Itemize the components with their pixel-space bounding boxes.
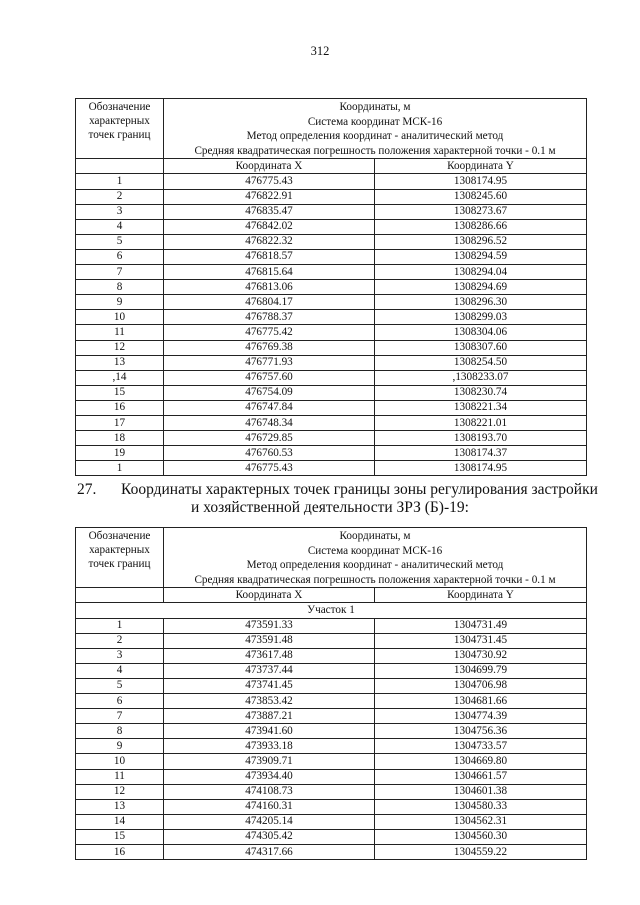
table-row <box>76 618 587 633</box>
coordinate-x-cell: 476822.32 <box>164 234 375 249</box>
empty-cell <box>76 159 164 174</box>
coordinate-y-cell: 1308230.74 <box>375 385 587 400</box>
column-y-header: Координата Y <box>375 159 587 174</box>
point-number-cell: 12 <box>76 784 164 799</box>
point-number-cell: 11 <box>76 325 164 340</box>
empty-cell <box>76 588 164 603</box>
column-header-row <box>76 588 587 603</box>
table-row <box>76 754 587 769</box>
coordinate-x-cell: 473617.48 <box>164 648 375 663</box>
coordinate-x-cell: 473887.21 <box>164 709 375 724</box>
point-number-cell: 7 <box>76 265 164 280</box>
coordinate-y-cell: 1308296.52 <box>375 234 587 249</box>
table-row <box>76 769 587 784</box>
point-number-cell: 5 <box>76 234 164 249</box>
section-title-line-2: и хозяйственной деятельности ЗРЗ (Б)-19: <box>191 499 469 516</box>
coordinate-y-cell: 1304669.80 <box>375 754 587 769</box>
point-number-cell: 7 <box>76 709 164 724</box>
table-row <box>76 295 587 310</box>
column-header-row <box>76 159 587 174</box>
table-row <box>76 340 587 355</box>
coordinate-y-cell: 1304756.36 <box>375 724 587 739</box>
coordinates-table-2 <box>75 527 587 860</box>
point-number-cell: 1 <box>76 174 164 189</box>
coordinate-x-cell: 476822.91 <box>164 189 375 204</box>
table-row <box>76 648 587 663</box>
coordinate-y-cell: 1304731.49 <box>375 618 587 633</box>
table-row <box>76 739 587 754</box>
coordinate-x-cell: 473941.60 <box>164 724 375 739</box>
subheader-row <box>76 603 587 618</box>
table-row <box>76 265 587 280</box>
coordinate-y-cell: 1308174.95 <box>375 174 587 189</box>
coordinate-x-cell: 473741.45 <box>164 678 375 693</box>
coordinate-x-cell: 473591.33 <box>164 618 375 633</box>
point-number-cell: 16 <box>76 400 164 415</box>
coordinate-y-cell: 1308294.59 <box>375 249 587 264</box>
table-header-row <box>76 99 587 159</box>
table-row <box>76 310 587 325</box>
header-left-line: характерных <box>89 115 150 127</box>
table-row <box>76 663 587 678</box>
coordinate-y-cell: 1304559.22 <box>375 844 587 859</box>
coordinate-y-cell: 1308245.60 <box>375 189 587 204</box>
coordinate-x-cell: 476788.37 <box>164 310 375 325</box>
coordinate-x-cell: 473933.18 <box>164 739 375 754</box>
table-row <box>76 415 587 430</box>
coordinate-y-cell: 1308254.50 <box>375 355 587 370</box>
coordinate-x-cell: 474317.66 <box>164 844 375 859</box>
point-number-cell: 3 <box>76 204 164 219</box>
coordinate-x-cell: 476747.84 <box>164 400 375 415</box>
point-designation-header <box>76 528 164 588</box>
header-left-line: Обозначение <box>88 101 151 113</box>
coordinate-y-cell: 1308193.70 <box>375 431 587 446</box>
coordinate-x-cell: 473591.48 <box>164 633 375 648</box>
coordinate-y-cell: 1304580.33 <box>375 799 587 814</box>
point-number-cell: 1 <box>76 461 164 476</box>
table-row <box>76 431 587 446</box>
coordinate-y-cell: 1304730.92 <box>375 648 587 663</box>
header-left-line: Обозначение <box>88 530 151 542</box>
point-number-cell: 12 <box>76 340 164 355</box>
coordinate-y-cell: 1308299.03 <box>375 310 587 325</box>
point-number-cell: 2 <box>76 189 164 204</box>
header-right-line: Метод определения координат - аналитический метод <box>246 559 504 572</box>
point-number-cell: 9 <box>76 295 164 310</box>
table-row <box>76 633 587 648</box>
plot-subheader: Участок 1 <box>76 603 587 618</box>
coordinate-x-cell: 476771.93 <box>164 355 375 370</box>
coordinate-y-cell: 1304681.66 <box>375 694 587 709</box>
table-row <box>76 204 587 219</box>
header-right-line: Средняя квадратическая погрешность положения характерной точки - 0.1 м <box>194 573 556 586</box>
point-number-cell: 1 <box>76 618 164 633</box>
section-title-line-1: Координаты характерных точек границы зоны регулирования застройки <box>121 481 598 498</box>
coordinate-y-cell: 1308294.04 <box>375 265 587 280</box>
coordinate-x-cell: 476775.42 <box>164 325 375 340</box>
point-number-cell: 16 <box>76 844 164 859</box>
coordinate-x-cell: 476760.53 <box>164 446 375 461</box>
table-row <box>76 799 587 814</box>
coordinate-x-cell: 476729.85 <box>164 431 375 446</box>
table-row <box>76 446 587 461</box>
coordinate-y-cell: 1308174.95 <box>375 461 587 476</box>
table-row <box>76 724 587 739</box>
table-row <box>76 400 587 415</box>
column-x-header: Координата X <box>164 588 375 603</box>
coordinates-header <box>164 528 587 588</box>
point-number-cell: 10 <box>76 310 164 325</box>
table-row <box>76 174 587 189</box>
coordinate-x-cell: 476835.47 <box>164 204 375 219</box>
point-number-cell: 13 <box>76 355 164 370</box>
table-row <box>76 784 587 799</box>
coordinate-x-cell: 476748.34 <box>164 415 375 430</box>
header-right-line: Система координат МСК-16 <box>307 115 443 128</box>
table-row <box>76 694 587 709</box>
section-number: 27. <box>77 481 97 498</box>
table-row <box>76 829 587 844</box>
table-row <box>76 461 587 476</box>
table-row <box>76 249 587 264</box>
coordinate-x-cell: 474205.14 <box>164 814 375 829</box>
point-number-cell: 14 <box>76 814 164 829</box>
point-number-cell: 3 <box>76 648 164 663</box>
coordinate-y-cell: 1308221.34 <box>375 400 587 415</box>
header-right-line: Координаты, м <box>339 101 411 113</box>
coordinate-x-cell: 473737.44 <box>164 663 375 678</box>
coordinate-y-cell: 1304774.39 <box>375 709 587 724</box>
point-number-cell: 6 <box>76 694 164 709</box>
coordinate-x-cell: 476818.57 <box>164 249 375 264</box>
point-number-cell: 11 <box>76 769 164 784</box>
point-number-cell: 15 <box>76 829 164 844</box>
coordinate-y-cell: 1304601.38 <box>375 784 587 799</box>
table-row <box>76 280 587 295</box>
coordinates-header <box>164 99 587 159</box>
coordinate-x-cell: 473934.40 <box>164 769 375 784</box>
coordinates-table-1 <box>75 98 587 476</box>
coordinate-y-cell: 1308174.37 <box>375 446 587 461</box>
point-number-cell: 6 <box>76 249 164 264</box>
coordinate-x-cell: 474160.31 <box>164 799 375 814</box>
page-number: 312 <box>310 44 330 58</box>
coordinate-y-cell: 1304699.79 <box>375 663 587 678</box>
coordinate-x-cell: 476842.02 <box>164 219 375 234</box>
point-number-cell: 19 <box>76 446 164 461</box>
coordinate-y-cell: 1308296.30 <box>375 295 587 310</box>
coordinate-y-cell: ,1308233.07 <box>375 370 587 385</box>
table-row <box>76 814 587 829</box>
point-number-cell: ,14 <box>76 370 164 385</box>
point-number-cell: 5 <box>76 678 164 693</box>
table-row <box>76 219 587 234</box>
coordinate-y-cell: 1308294.69 <box>375 280 587 295</box>
coordinate-y-cell: 1304661.57 <box>375 769 587 784</box>
point-number-cell: 8 <box>76 280 164 295</box>
coordinate-y-cell: 1308221.01 <box>375 415 587 430</box>
coordinate-y-cell: 1304733.57 <box>375 739 587 754</box>
point-number-cell: 13 <box>76 799 164 814</box>
point-number-cell: 9 <box>76 739 164 754</box>
point-designation-header <box>76 99 164 159</box>
header-right-line: Средняя квадратическая погрешность положения характерной точки - 0.1 м <box>194 144 556 157</box>
column-x-header: Координата X <box>164 159 375 174</box>
coordinate-x-cell: 476775.43 <box>164 461 375 476</box>
column-y-header: Координата Y <box>375 588 587 603</box>
coordinate-x-cell: 476769.38 <box>164 340 375 355</box>
coordinate-y-cell: 1308304.06 <box>375 325 587 340</box>
coordinate-y-cell: 1308307.60 <box>375 340 587 355</box>
coordinate-y-cell: 1304731.45 <box>375 633 587 648</box>
point-number-cell: 18 <box>76 431 164 446</box>
coordinate-x-cell: 476757.60 <box>164 370 375 385</box>
coordinate-y-cell: 1304560.30 <box>375 829 587 844</box>
point-number-cell: 15 <box>76 385 164 400</box>
table-header-row <box>76 528 587 588</box>
table-row <box>76 234 587 249</box>
table-row <box>76 678 587 693</box>
coordinate-y-cell: 1308286.66 <box>375 219 587 234</box>
coordinate-x-cell: 476813.06 <box>164 280 375 295</box>
coordinate-x-cell: 474305.42 <box>164 829 375 844</box>
header-right-line: Координаты, м <box>339 530 411 542</box>
coordinate-x-cell: 476815.64 <box>164 265 375 280</box>
point-number-cell: 2 <box>76 633 164 648</box>
table-row <box>76 355 587 370</box>
header-right-line: Система координат МСК-16 <box>307 544 443 557</box>
coordinate-x-cell: 474108.73 <box>164 784 375 799</box>
table-row <box>76 189 587 204</box>
header-left-line: точек границ <box>88 129 151 141</box>
table-row <box>76 844 587 859</box>
table-row <box>76 370 587 385</box>
coordinate-x-cell: 476804.17 <box>164 295 375 310</box>
point-number-cell: 4 <box>76 663 164 678</box>
coordinate-y-cell: 1304562.31 <box>375 814 587 829</box>
coordinate-y-cell: 1304706.98 <box>375 678 587 693</box>
coordinate-x-cell: 473853.42 <box>164 694 375 709</box>
table-row <box>76 385 587 400</box>
header-left-line: характерных <box>89 544 150 556</box>
point-number-cell: 8 <box>76 724 164 739</box>
table-row <box>76 325 587 340</box>
point-number-cell: 17 <box>76 415 164 430</box>
point-number-cell: 10 <box>76 754 164 769</box>
header-right-line: Метод определения координат - аналитический метод <box>246 130 504 143</box>
coordinate-x-cell: 476775.43 <box>164 174 375 189</box>
coordinate-x-cell: 476754.09 <box>164 385 375 400</box>
point-number-cell: 4 <box>76 219 164 234</box>
coordinate-y-cell: 1308273.67 <box>375 204 587 219</box>
header-left-line: точек границ <box>88 558 151 570</box>
coordinate-x-cell: 473909.71 <box>164 754 375 769</box>
table-row <box>76 709 587 724</box>
